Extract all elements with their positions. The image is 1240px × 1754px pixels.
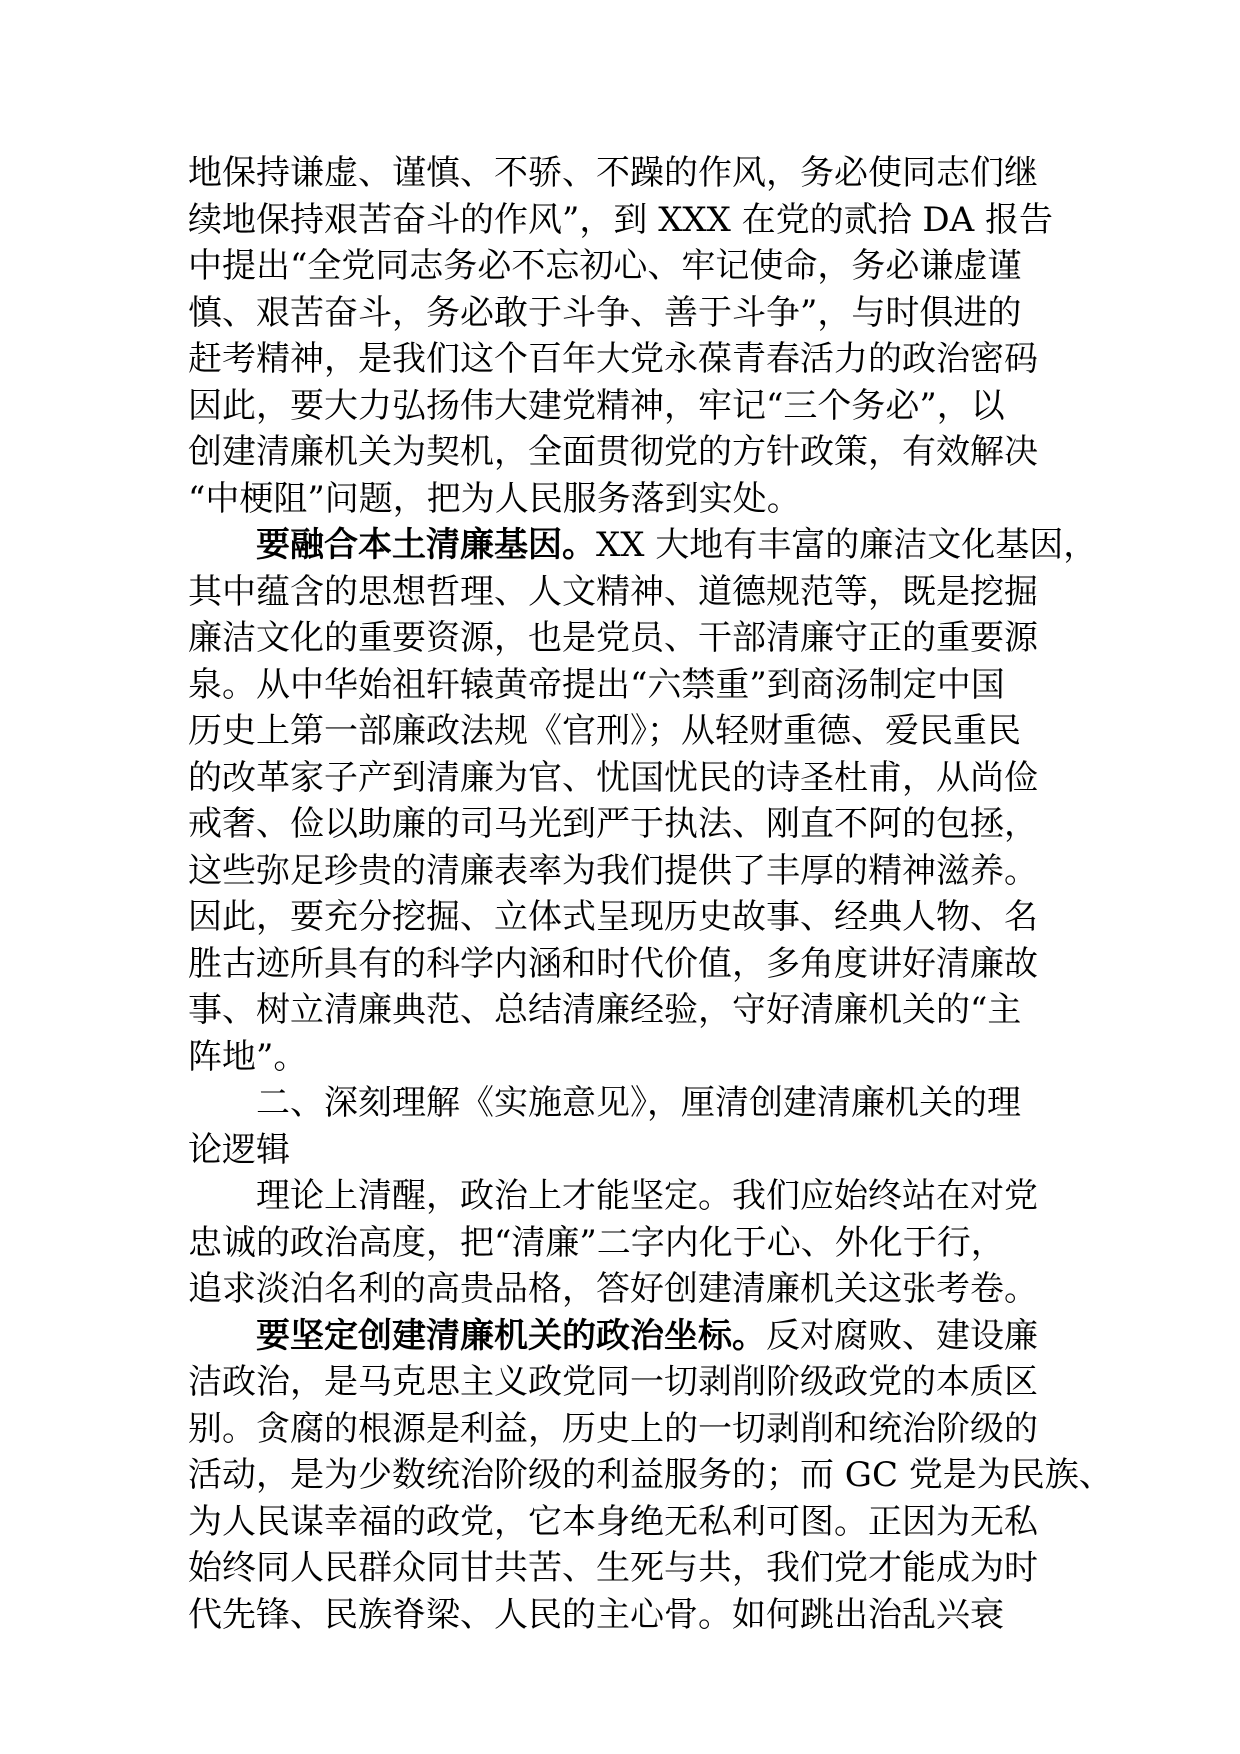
text-line: 戒奢、俭以助廉的司马光到严于执法、刚直不阿的包拯， (188, 804, 1038, 844)
text-line: 历史上第一部廉政法规《官刑》；从轻财重德、爱民重民 (188, 711, 1021, 751)
text-line: 理论上清醒，政治上才能坚定。我们应始终站在对党 (256, 1176, 1038, 1216)
text-line: 始终同人民群众同甘共苦、生死与共，我们党才能成为时 (188, 1548, 1038, 1588)
text-line: 慎、艰苦奋斗，务必敢于斗争、善于斗争”，与时俱进的 (188, 292, 1022, 333)
text-line: 活动，是为少数统治阶级的利益服务的；而 GC 党是为民族、 (188, 1455, 1113, 1495)
paragraph-first-line (188, 1313, 1068, 1360)
text-line: 泉。从中华始祖轩辕黄帝提出“六禁重”到商汤制定中国 (188, 664, 1005, 705)
text-line: 代先锋、民族脊梁、人民的主心骨。如何跳出治乱兴衰 (188, 1594, 1004, 1635)
text-line: 阵地”。 (188, 1036, 308, 1077)
text-line: 中提出“全党同志务必不忘初心、牢记使命，务必谦虚谨 (188, 246, 1022, 286)
text-line: 赶考精神，是我们这个百年大党永葆青春活力的政治密码 (188, 339, 1038, 379)
text-line: 的改革家子产到清廉为官、忧国忧民的诗圣杜甫，从尚俭 (188, 757, 1038, 798)
text-line: 因此，要充分挖掘、立体式呈现历史故事、经典人物、名 (188, 897, 1038, 937)
paragraph-text: 反对腐败、建设廉 (766, 1315, 1038, 1356)
text-line: 事、树立清廉典范、总结清廉经验，守好清廉机关的“主 (188, 990, 1022, 1030)
text-line: 地保持谦虚、谨慎、不骄、不躁的作风，务必使同志们继 (188, 153, 1038, 193)
text-line: 其中蕴含的思想哲理、人文精神、道德规范等，既是挖掘 (188, 571, 1038, 612)
section-heading-cont: 论逻辑 (188, 1129, 290, 1170)
text-line: 创建清廉机关为契机，全面贯彻党的方针政策，有效解决 (188, 432, 1038, 472)
text-line: “中梗阻”问题，把为人民服务落到实处。 (188, 478, 801, 519)
text-line: 因此，要大力弘扬伟大建党精神，牢记“三个务必”，以 (188, 385, 1005, 426)
text-line: 廉洁文化的重要资源，也是党员、干部清廉守正的重要源 (188, 618, 1038, 658)
paragraph-text: XX 大地有丰富的廉洁文化基因， (596, 525, 1098, 565)
text-line: 别。贪腐的根源是利益，历史上的一切剥削和统治阶级的 (188, 1408, 1038, 1449)
paragraph-heading: 要坚定创建清廉机关的政治坐标。 (256, 1315, 766, 1356)
body-text (188, 150, 1113, 1638)
text-line: 忠诚的政治高度，把“清廉”二字内化于心、外化于行， (188, 1222, 1005, 1263)
paragraph-first-line (188, 522, 1098, 569)
text-line: 续地保持艰苦奋斗的作风”，到 XXX 在党的贰拾 DA 报告 (188, 199, 1054, 240)
text-line: 为人民谋幸福的政党，它本身绝无私利可图。正因为无私 (188, 1501, 1038, 1542)
text-line: 胜古迹所具有的科学内涵和时代价值，多角度讲好清廉故 (188, 943, 1038, 984)
section-heading: 二、深刻理解《实施意见》，厘清创建清廉机关的理 (256, 1083, 1021, 1123)
text-line: 洁政治，是马克思主义政党同一切剥削阶级政党的本质区 (188, 1362, 1038, 1402)
text-line: 这些弥足珍贵的清廉表率为我们提供了丰厚的精神滋养。 (188, 850, 1038, 891)
text-line: 追求淡泊名利的高贵品格，答好创建清廉机关这张考卷。 (188, 1269, 1038, 1309)
paragraph-heading: 要融合本土清廉基因。 (256, 525, 596, 565)
